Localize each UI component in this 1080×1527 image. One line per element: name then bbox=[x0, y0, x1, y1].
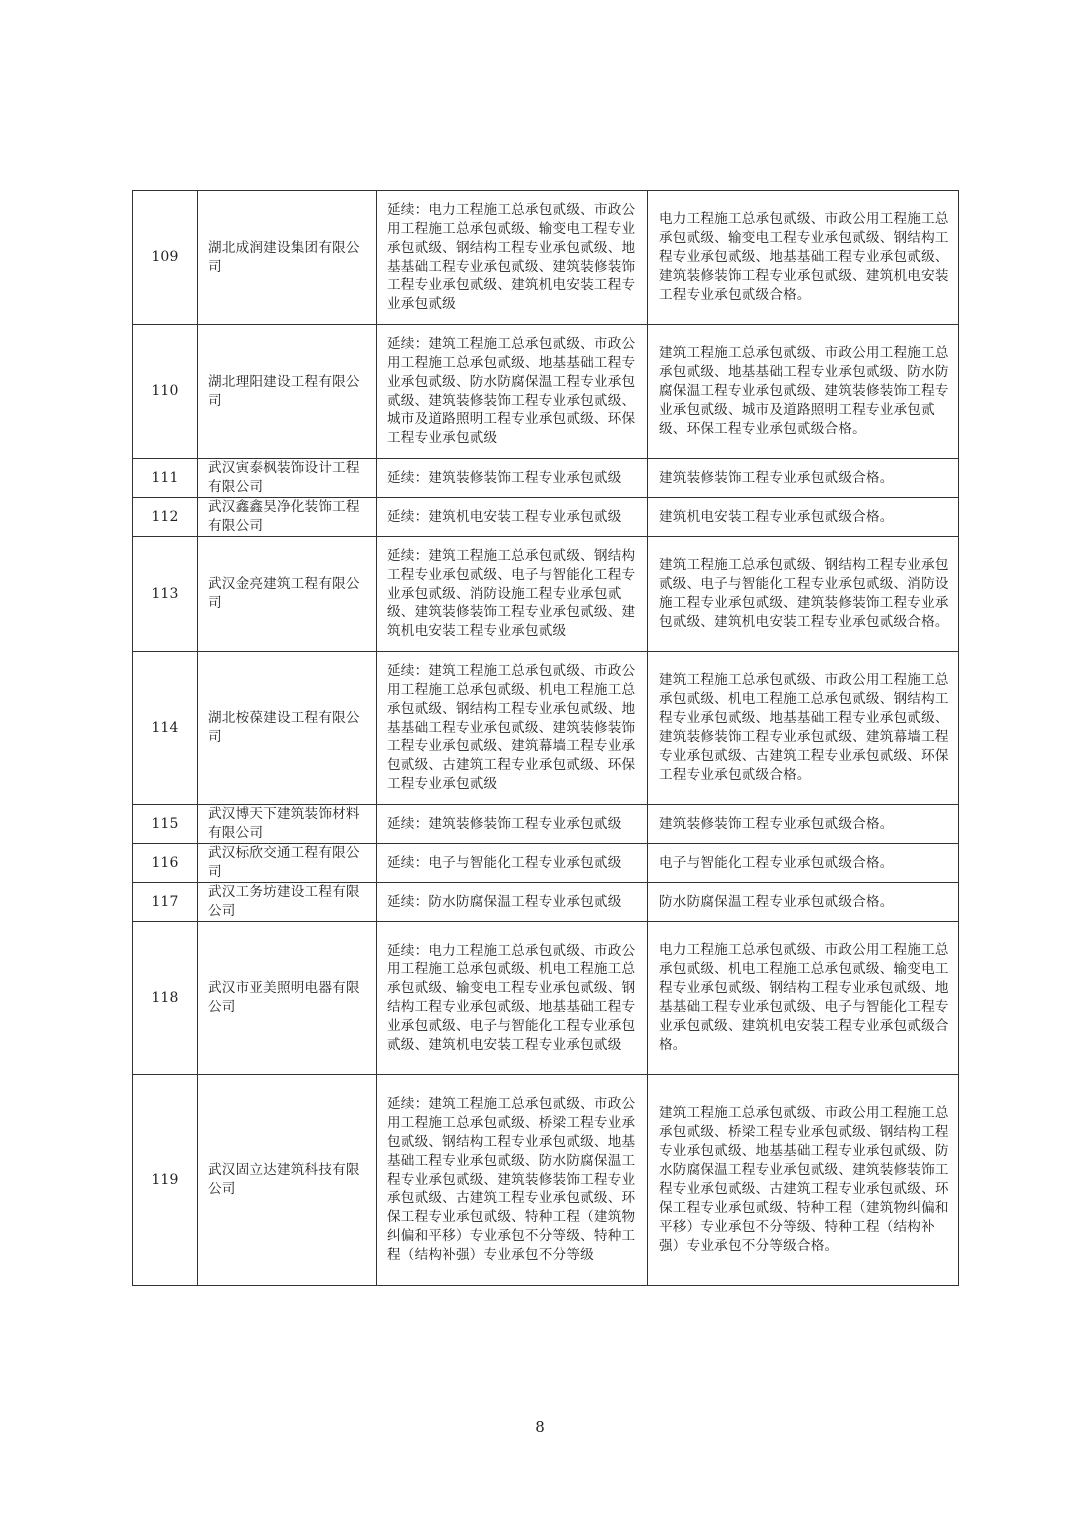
review-result: 建筑装修装饰工程专业承包贰级合格。 bbox=[648, 459, 959, 498]
review-result: 建筑工程施工总承包贰级、市政公用工程施工总承包贰级、机电工程施工总承包贰级、钢结构工程专业承包贰级、地基基础工程专业承包贰级、建筑装修装饰工程专业承包贰级、建筑幕墙工程专业承包贰级、古建筑工程专业承包贰级、环保工程专业承包贰级合格。 bbox=[648, 652, 959, 805]
row-number: 114 bbox=[133, 652, 198, 805]
row-number: 111 bbox=[133, 459, 198, 498]
row-number: 113 bbox=[133, 537, 198, 652]
row-number: 110 bbox=[133, 325, 198, 459]
application-scope: 延续：防水防腐保温工程专业承包贰级 bbox=[377, 883, 648, 922]
company-name: 武汉固立达建筑科技有限公司 bbox=[198, 1075, 377, 1286]
row-number: 118 bbox=[133, 922, 198, 1075]
row-number: 117 bbox=[133, 883, 198, 922]
application-scope: 延续：建筑装修装饰工程专业承包贰级 bbox=[377, 459, 648, 498]
review-result: 电力工程施工总承包贰级、市政公用工程施工总承包贰级、机电工程施工总承包贰级、输变电工程专业承包贰级、钢结构工程专业承包贰级、地基基础工程专业承包贰级、电子与智能化工程专业承包贰级、建筑机电安装工程专业承包贰级合格。 bbox=[648, 922, 959, 1075]
review-result: 电力工程施工总承包贰级、市政公用工程施工总承包贰级、输变电工程专业承包贰级、钢结构工程专业承包贰级、地基基础工程专业承包贰级、建筑装修装饰工程专业承包贰级、建筑机电安装工程专业承包贰级合格。 bbox=[648, 191, 959, 325]
application-scope: 延续：电力工程施工总承包贰级、市政公用工程施工总承包贰级、机电工程施工总承包贰级、输变电工程专业承包贰级、钢结构工程专业承包贰级、地基基础工程专业承包贰级、电子与智能化工程专业承包贰级、建筑机电安装工程专业承包贰级 bbox=[377, 922, 648, 1075]
review-result: 建筑工程施工总承包贰级、市政公用工程施工总承包贰级、地基基础工程专业承包贰级、防水防腐保温工程专业承包贰级、建筑装修装饰工程专业承包贰级、城市及道路照明工程专业承包贰级、环保工程专业承包贰级合格。 bbox=[648, 325, 959, 459]
review-result: 建筑工程施工总承包贰级、钢结构工程专业承包贰级、电子与智能化工程专业承包贰级、消防设施工程专业承包贰级、建筑装修装饰工程专业承包贰级、建筑机电安装工程专业承包贰级合格。 bbox=[648, 537, 959, 652]
row-number: 116 bbox=[133, 844, 198, 883]
company-name: 武汉金亮建筑工程有限公司 bbox=[198, 537, 377, 652]
table-row bbox=[133, 883, 959, 922]
table-row bbox=[133, 498, 959, 537]
table-row bbox=[133, 325, 959, 459]
table-row bbox=[133, 459, 959, 498]
application-scope: 延续：建筑工程施工总承包贰级、钢结构工程专业承包贰级、电子与智能化工程专业承包贰级、消防设施工程专业承包贰级、建筑装修装饰工程专业承包贰级、建筑机电安装工程专业承包贰级 bbox=[377, 537, 648, 652]
table-row bbox=[133, 537, 959, 652]
table-row bbox=[133, 191, 959, 325]
review-result: 建筑装修装饰工程专业承包贰级合格。 bbox=[648, 805, 959, 844]
application-scope: 延续：电子与智能化工程专业承包贰级 bbox=[377, 844, 648, 883]
company-name: 武汉市亚美照明电器有限公司 bbox=[198, 922, 377, 1075]
review-result: 建筑机电安装工程专业承包贰级合格。 bbox=[648, 498, 959, 537]
review-result: 建筑工程施工总承包贰级、市政公用工程施工总承包贰级、桥梁工程专业承包贰级、钢结构工程专业承包贰级、地基基础工程专业承包贰级、防水防腐保温工程专业承包贰级、建筑装修装饰工程专业承包贰级、古建筑工程专业承包贰级、环保工程专业承包贰级、特种工程（建筑物纠偏和平移）专业承包不分等级、特种工程（结构补强）专业承包不分等级合格。 bbox=[648, 1075, 959, 1286]
qualification-table bbox=[132, 190, 959, 1286]
table-row bbox=[133, 1075, 959, 1286]
table-body bbox=[133, 191, 959, 1286]
row-number: 112 bbox=[133, 498, 198, 537]
row-number: 115 bbox=[133, 805, 198, 844]
page-number: 8 bbox=[535, 1418, 545, 1436]
table-row bbox=[133, 652, 959, 805]
row-number: 109 bbox=[133, 191, 198, 325]
application-scope: 延续：建筑工程施工总承包贰级、市政公用工程施工总承包贰级、机电工程施工总承包贰级、钢结构工程专业承包贰级、地基基础工程专业承包贰级、建筑装修装饰工程专业承包贰级、建筑幕墙工程专业承包贰级、古建筑工程专业承包贰级、环保工程专业承包贰级 bbox=[377, 652, 648, 805]
application-scope: 延续：建筑工程施工总承包贰级、市政公用工程施工总承包贰级、桥梁工程专业承包贰级、钢结构工程专业承包贰级、地基基础工程专业承包贰级、防水防腐保温工程专业承包贰级、建筑装修装饰工程专业承包贰级、古建筑工程专业承包贰级、环保工程专业承包贰级、特种工程（建筑物纠偏和平移）专业承包不分等级、特种工程（结构补强）专业承包不分等级 bbox=[377, 1075, 648, 1286]
company-name: 湖北理阳建设工程有限公司 bbox=[198, 325, 377, 459]
application-scope: 延续：电力工程施工总承包贰级、市政公用工程施工总承包贰级、输变电工程专业承包贰级、钢结构工程专业承包贰级、地基基础工程专业承包贰级、建筑装修装饰工程专业承包贰级、建筑机电安装工程专业承包贰级 bbox=[377, 191, 648, 325]
row-number: 119 bbox=[133, 1075, 198, 1286]
application-scope: 延续：建筑机电安装工程专业承包贰级 bbox=[377, 498, 648, 537]
table-row bbox=[133, 844, 959, 883]
company-name: 武汉博天下建筑装饰材料有限公司 bbox=[198, 805, 377, 844]
table-row bbox=[133, 805, 959, 844]
table-row bbox=[133, 922, 959, 1075]
company-name: 武汉鑫鑫昊净化装饰工程有限公司 bbox=[198, 498, 377, 537]
application-scope: 延续：建筑工程施工总承包贰级、市政公用工程施工总承包贰级、地基基础工程专业承包贰级、防水防腐保温工程专业承包贰级、建筑装修装饰工程专业承包贰级、城市及道路照明工程专业承包贰级、环保工程专业承包贰级 bbox=[377, 325, 648, 459]
application-scope: 延续：建筑装修装饰工程专业承包贰级 bbox=[377, 805, 648, 844]
company-name: 武汉寅泰枫装饰设计工程有限公司 bbox=[198, 459, 377, 498]
company-name: 湖北成润建设集团有限公司 bbox=[198, 191, 377, 325]
review-result: 电子与智能化工程专业承包贰级合格。 bbox=[648, 844, 959, 883]
company-name: 武汉工务坊建设工程有限公司 bbox=[198, 883, 377, 922]
company-name: 湖北桉葆建设工程有限公司 bbox=[198, 652, 377, 805]
review-result: 防水防腐保温工程专业承包贰级合格。 bbox=[648, 883, 959, 922]
company-name: 武汉标欣交通工程有限公司 bbox=[198, 844, 377, 883]
